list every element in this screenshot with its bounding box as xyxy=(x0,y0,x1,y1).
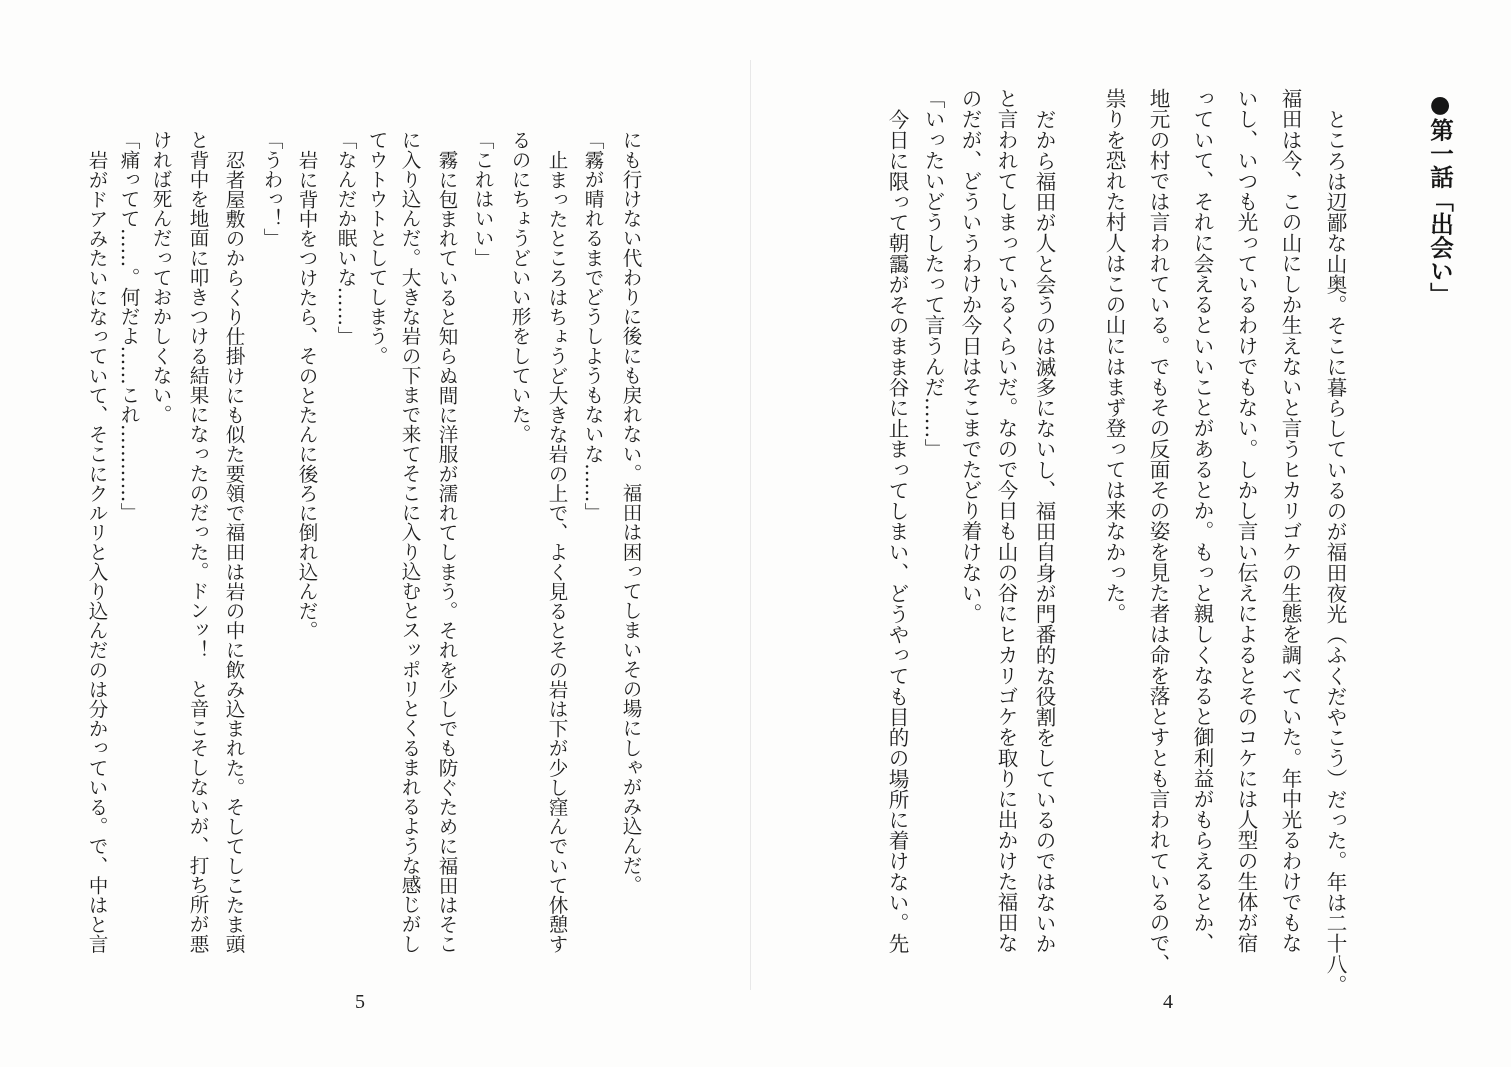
page-number-right: 4 xyxy=(1163,991,1173,1013)
text-column: 祟りを恐れた村人はこの山にはまず登っては来なかった。 xyxy=(1102,88,1126,624)
text-column: 地元の村では言われている。でもその反面その姿を見た者は命を落とすとも言われているので、 xyxy=(1146,88,1170,974)
text-column: 岩に背中をつけたら、そのとたんに後ろに倒れ込んだ。 xyxy=(295,149,318,640)
text-column: いし、いつも光っているわけでもない。しかし言い伝えによるとそのコケには人型の生体が宿 xyxy=(1234,88,1258,954)
text-column: 忍者屋敷のからくり仕掛けにも似た要領で福田は岩の中に飲み込まれた。そしてしこたま頭 xyxy=(222,149,245,954)
text-column: 止まったところはちょうど大きな岩の上で、よく見るとその岩は下が少し窪んでいて休憩す xyxy=(545,149,568,954)
text-column: 「これはいい」 xyxy=(471,130,494,268)
left-page xyxy=(0,0,755,1067)
text-column: っていて、それに会えるといいことがあるとか。もっと親しくなると御利益がもらえるとか、 xyxy=(1190,88,1214,954)
text-column: と背中を地面に叩きつける結果になったのだった。ドンッ！ と音こそしないが、打ち所が悪 xyxy=(186,130,209,954)
text-column: るのにちょうどいい形をしていた。 xyxy=(508,130,531,444)
text-column: 「うわっ！」 xyxy=(260,130,283,248)
chapter-title: ●第一話「出会い」 xyxy=(1426,90,1454,306)
text-column: にも行けない代わりに後にも戻れない。福田は困ってしまいその場にしゃがみ込んだ。 xyxy=(619,130,642,895)
text-column: 福田は今、この山にしか生えないと言うヒカリゴケの生態を調べていた。年中光るわけでもな xyxy=(1278,88,1302,954)
text-column: ければ死んだっておかしくない。 xyxy=(149,130,172,424)
text-column: 岩がドアみたいになっていて、そこにクルリと入り込んだのは分かっている。で、中はと言 xyxy=(85,149,108,954)
text-column: と言われてしまっているくらいだ。なので今日も山の谷にヒカリゴケを取りに出かけた福田な xyxy=(994,88,1018,954)
page-number-left: 5 xyxy=(355,991,365,1013)
text-column: ところは辺鄙な山奥。そこに暮らしているのが福田夜光（ふくだやこう）だった。年は二十八。 xyxy=(1323,108,1347,995)
text-column: 「いったいどうしたって言うんだ……」 xyxy=(921,88,945,459)
text-column: に入り込んだ。大きな岩の下まで来てそこに入り込むとスッポリとくるまれるような感じがし xyxy=(398,130,421,954)
text-column: てウトウトとしてしまう。 xyxy=(365,130,388,366)
right-page xyxy=(755,0,1511,1067)
text-column: 霧に包まれていると知らぬ間に洋服が濡れてしまう。それを少しでも防ぐために福田はそこ xyxy=(435,149,458,954)
text-column: 「痛ってて……。何だよ……これ…………」 xyxy=(117,130,140,522)
text-column: だから福田が人と会うのは滅多にないし、福田自身が門番的な役割をしているのではないか xyxy=(1032,108,1056,954)
text-column: のだが、どういうわけか今日はそこまでたどり着けない。 xyxy=(958,88,982,624)
text-column: 「霧が晴れるまでどうしようもないな……」 xyxy=(581,130,604,522)
text-column: 「なんだか眠いな……」 xyxy=(334,130,357,346)
text-column: 今日に限って朝靄がそのまま谷に止まってしまい、どうやっても目的の場所に着けない。先 xyxy=(885,108,909,954)
